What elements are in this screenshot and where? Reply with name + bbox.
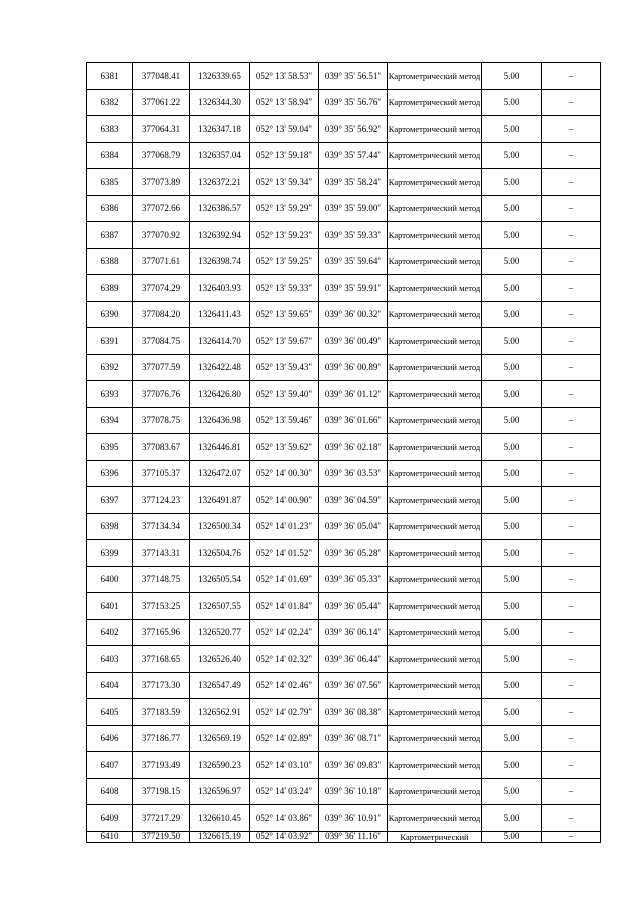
point-number-cell: 6388 [87,248,133,275]
point-number-cell: 6407 [87,752,133,779]
method-cell: Картометрический метод [388,513,482,540]
note-cell: – [542,672,601,699]
longitude-cell: 039° 36' 10.91" [319,805,388,832]
note-cell: – [542,646,601,673]
latitude-cell: 052° 13' 59.65" [250,301,319,328]
y-coordinate-cell: 1326526.40 [190,646,250,673]
table-row [87,540,601,567]
latitude-cell: 052° 13' 59.25" [250,248,319,275]
latitude-cell: 052° 14' 02.46" [250,672,319,699]
point-number-cell: 6397 [87,487,133,514]
precision-cell: 5.00 [482,619,542,646]
table-row [87,831,601,842]
precision-cell: 5.00 [482,699,542,726]
note-cell: – [542,593,601,620]
latitude-cell: 052° 14' 00.30" [250,460,319,487]
latitude-cell: 052° 13' 59.29" [250,195,319,222]
x-coordinate-cell: 377076.76 [133,381,190,408]
y-coordinate-cell: 1326505.54 [190,566,250,593]
table-row [87,142,601,169]
x-coordinate-cell: 377071.61 [133,248,190,275]
precision-cell: 5.00 [482,540,542,567]
x-coordinate-cell: 377073.89 [133,169,190,196]
note-cell: – [542,195,601,222]
y-coordinate-cell: 1326590.23 [190,752,250,779]
precision-cell: 5.00 [482,513,542,540]
y-coordinate-cell: 1326357.04 [190,142,250,169]
y-coordinate-cell: 1326347.18 [190,116,250,143]
method-cell: Картометрический метод [388,540,482,567]
x-coordinate-cell: 377061.22 [133,89,190,116]
note-cell: – [542,566,601,593]
longitude-cell: 039° 35' 56.76" [319,89,388,116]
longitude-cell: 039° 36' 00.49" [319,328,388,355]
table-row [87,169,601,196]
method-cell: Картометрический метод [388,566,482,593]
note-cell: – [542,328,601,355]
x-coordinate-cell: 377134.34 [133,513,190,540]
table-row [87,593,601,620]
x-coordinate-cell: 377105.37 [133,460,190,487]
point-number-cell: 6400 [87,566,133,593]
method-cell: Картометрический метод [388,222,482,249]
note-cell: – [542,248,601,275]
latitude-cell: 052° 14' 02.24" [250,619,319,646]
method-cell: Картометрический метод [388,619,482,646]
longitude-cell: 039° 36' 05.33" [319,566,388,593]
precision-cell: 5.00 [482,301,542,328]
note-cell: – [542,63,601,90]
x-coordinate-cell: 377070.92 [133,222,190,249]
point-number-cell: 6409 [87,805,133,832]
note-cell: – [542,778,601,805]
point-number-cell: 6384 [87,142,133,169]
latitude-cell: 052° 13' 58.53" [250,63,319,90]
longitude-cell: 039° 35' 59.64" [319,248,388,275]
precision-cell: 5.00 [482,487,542,514]
table-row [87,752,601,779]
y-coordinate-cell: 1326507.55 [190,593,250,620]
point-number-cell: 6401 [87,593,133,620]
point-number-cell: 6383 [87,116,133,143]
table-row [87,301,601,328]
y-coordinate-cell: 1326414.70 [190,328,250,355]
precision-cell: 5.00 [482,328,542,355]
point-number-cell: 6393 [87,381,133,408]
table-row [87,805,601,832]
longitude-cell: 039° 36' 01.66" [319,407,388,434]
method-cell: Картометрический метод [388,301,482,328]
note-cell: – [542,752,601,779]
table-row [87,725,601,752]
x-coordinate-cell: 377074.29 [133,275,190,302]
longitude-cell: 039° 36' 00.89" [319,354,388,381]
precision-cell: 5.00 [482,195,542,222]
longitude-cell: 039° 36' 02.18" [319,434,388,461]
point-number-cell: 6404 [87,672,133,699]
latitude-cell: 052° 14' 02.89" [250,725,319,752]
y-coordinate-cell: 1326386.57 [190,195,250,222]
latitude-cell: 052° 14' 03.92" [250,831,319,842]
latitude-cell: 052° 13' 59.33" [250,275,319,302]
precision-cell: 5.00 [482,805,542,832]
x-coordinate-cell: 377148.75 [133,566,190,593]
point-number-cell: 6390 [87,301,133,328]
table-row [87,195,601,222]
point-number-cell: 6396 [87,460,133,487]
precision-cell: 5.00 [482,248,542,275]
table-row [87,672,601,699]
y-coordinate-cell: 1326520.77 [190,619,250,646]
y-coordinate-cell: 1326436.98 [190,407,250,434]
method-cell: Картометрический метод [388,248,482,275]
x-coordinate-cell: 377048.41 [133,63,190,90]
point-number-cell: 6382 [87,89,133,116]
precision-cell: 5.00 [482,593,542,620]
method-cell: Картометрический метод [388,169,482,196]
method-cell: Картометрический метод [388,142,482,169]
longitude-cell: 039° 36' 05.44" [319,593,388,620]
note-cell: – [542,142,601,169]
y-coordinate-cell: 1326569.19 [190,725,250,752]
method-cell: Картометрический метод [388,460,482,487]
method-cell: Картометрический метод [388,275,482,302]
x-coordinate-cell: 377168.65 [133,646,190,673]
note-cell: – [542,434,601,461]
method-cell: Картометрический метод [388,63,482,90]
table-row [87,566,601,593]
table-row [87,275,601,302]
x-coordinate-cell: 377072.66 [133,195,190,222]
table-row [87,778,601,805]
x-coordinate-cell: 377143.31 [133,540,190,567]
precision-cell: 5.00 [482,407,542,434]
method-cell: Картометрический метод [388,699,482,726]
y-coordinate-cell: 1326446.81 [190,434,250,461]
y-coordinate-cell: 1326547.49 [190,672,250,699]
x-coordinate-cell: 377193.49 [133,752,190,779]
note-cell: – [542,169,601,196]
latitude-cell: 052° 14' 02.32" [250,646,319,673]
note-cell: – [542,619,601,646]
y-coordinate-cell: 1326344.30 [190,89,250,116]
y-coordinate-cell: 1326504.76 [190,540,250,567]
longitude-cell: 039° 36' 09.83" [319,752,388,779]
note-cell: – [542,222,601,249]
precision-cell: 5.00 [482,142,542,169]
y-coordinate-cell: 1326491.87 [190,487,250,514]
latitude-cell: 052° 13' 59.67" [250,328,319,355]
x-coordinate-cell: 377064.31 [133,116,190,143]
method-cell: Картометрический метод [388,752,482,779]
method-cell: Картометрический метод [388,328,482,355]
point-number-cell: 6408 [87,778,133,805]
point-number-cell: 6410 [87,831,133,842]
table-row [87,89,601,116]
precision-cell: 5.00 [482,672,542,699]
precision-cell: 5.00 [482,566,542,593]
point-number-cell: 6389 [87,275,133,302]
point-number-cell: 6398 [87,513,133,540]
method-cell: Картометрический метод [388,354,482,381]
table-row [87,513,601,540]
table-row [87,248,601,275]
longitude-cell: 039° 35' 59.33" [319,222,388,249]
method-cell: Картометрический метод [388,407,482,434]
y-coordinate-cell: 1326472.07 [190,460,250,487]
y-coordinate-cell: 1326392.94 [190,222,250,249]
precision-cell: 5.00 [482,354,542,381]
y-coordinate-cell: 1326615.19 [190,831,250,842]
note-cell: – [542,513,601,540]
longitude-cell: 039° 36' 08.38" [319,699,388,726]
note-cell: – [542,725,601,752]
note-cell: – [542,805,601,832]
x-coordinate-cell: 377083.67 [133,434,190,461]
y-coordinate-cell: 1326426.80 [190,381,250,408]
longitude-cell: 039° 36' 05.28" [319,540,388,567]
longitude-cell: 039° 35' 56.92" [319,116,388,143]
method-cell: Картометрический метод [388,434,482,461]
note-cell: – [542,540,601,567]
longitude-cell: 039° 36' 08.71" [319,725,388,752]
longitude-cell: 039° 35' 58.24" [319,169,388,196]
latitude-cell: 052° 14' 01.52" [250,540,319,567]
precision-cell: 5.00 [482,169,542,196]
point-number-cell: 6386 [87,195,133,222]
point-number-cell: 6402 [87,619,133,646]
precision-cell: 5.00 [482,646,542,673]
point-number-cell: 6405 [87,699,133,726]
latitude-cell: 052° 13' 59.43" [250,354,319,381]
note-cell: – [542,460,601,487]
longitude-cell: 039° 36' 05.04" [319,513,388,540]
latitude-cell: 052° 13' 59.62" [250,434,319,461]
longitude-cell: 039° 35' 57.44" [319,142,388,169]
longitude-cell: 039° 35' 59.00" [319,195,388,222]
longitude-cell: 039° 36' 07.56" [319,672,388,699]
precision-cell: 5.00 [482,752,542,779]
precision-cell: 5.00 [482,275,542,302]
table-row [87,116,601,143]
y-coordinate-cell: 1326422.48 [190,354,250,381]
method-cell: Картометрический метод [388,805,482,832]
x-coordinate-cell: 377124.23 [133,487,190,514]
point-number-cell: 6394 [87,407,133,434]
note-cell: – [542,487,601,514]
point-number-cell: 6403 [87,646,133,673]
y-coordinate-cell: 1326411.43 [190,301,250,328]
note-cell: – [542,89,601,116]
note-cell: – [542,354,601,381]
longitude-cell: 039° 36' 06.44" [319,646,388,673]
x-coordinate-cell: 377219.50 [133,831,190,842]
longitude-cell: 039° 35' 59.91" [319,275,388,302]
latitude-cell: 052° 14' 01.69" [250,566,319,593]
y-coordinate-cell: 1326610.45 [190,805,250,832]
latitude-cell: 052° 14' 02.79" [250,699,319,726]
x-coordinate-cell: 377068.79 [133,142,190,169]
latitude-cell: 052° 14' 03.24" [250,778,319,805]
longitude-cell: 039° 36' 04.59" [319,487,388,514]
x-coordinate-cell: 377165.96 [133,619,190,646]
coordinates-table-body [87,63,601,843]
longitude-cell: 039° 36' 10.18" [319,778,388,805]
table-row [87,487,601,514]
x-coordinate-cell: 377084.20 [133,301,190,328]
x-coordinate-cell: 377173.30 [133,672,190,699]
method-cell: Картометрический метод [388,593,482,620]
method-cell: Картометрический [388,831,482,842]
longitude-cell: 039° 35' 56.51" [319,63,388,90]
x-coordinate-cell: 377084.75 [133,328,190,355]
latitude-cell: 052° 14' 01.23" [250,513,319,540]
note-cell: – [542,831,601,842]
method-cell: Картометрический метод [388,116,482,143]
table-row [87,460,601,487]
point-number-cell: 6391 [87,328,133,355]
latitude-cell: 052° 13' 59.34" [250,169,319,196]
table-row [87,354,601,381]
table-row [87,646,601,673]
point-number-cell: 6392 [87,354,133,381]
x-coordinate-cell: 377153.25 [133,593,190,620]
table-row [87,381,601,408]
y-coordinate-cell: 1326562.91 [190,699,250,726]
precision-cell: 5.00 [482,89,542,116]
x-coordinate-cell: 377183.59 [133,699,190,726]
precision-cell: 5.00 [482,725,542,752]
x-coordinate-cell: 377186.77 [133,725,190,752]
method-cell: Картометрический метод [388,778,482,805]
x-coordinate-cell: 377078.75 [133,407,190,434]
table-row [87,328,601,355]
table-row [87,407,601,434]
precision-cell: 5.00 [482,381,542,408]
latitude-cell: 052° 13' 59.04" [250,116,319,143]
point-number-cell: 6406 [87,725,133,752]
precision-cell: 5.00 [482,222,542,249]
note-cell: – [542,407,601,434]
latitude-cell: 052° 13' 58.94" [250,89,319,116]
latitude-cell: 052° 14' 03.86" [250,805,319,832]
latitude-cell: 052° 14' 03.10" [250,752,319,779]
x-coordinate-cell: 377217.29 [133,805,190,832]
x-coordinate-cell: 377077.59 [133,354,190,381]
latitude-cell: 052° 13' 59.23" [250,222,319,249]
latitude-cell: 052° 14' 00.90" [250,487,319,514]
table-row [87,619,601,646]
latitude-cell: 052° 14' 01.84" [250,593,319,620]
precision-cell: 5.00 [482,63,542,90]
point-number-cell: 6395 [87,434,133,461]
longitude-cell: 039° 36' 11.16" [319,831,388,842]
precision-cell: 5.00 [482,434,542,461]
method-cell: Картометрический метод [388,195,482,222]
point-number-cell: 6399 [87,540,133,567]
method-cell: Картометрический метод [388,646,482,673]
point-number-cell: 6381 [87,63,133,90]
longitude-cell: 039° 36' 00.32" [319,301,388,328]
x-coordinate-cell: 377198.15 [133,778,190,805]
note-cell: – [542,699,601,726]
method-cell: Картометрический метод [388,487,482,514]
table-row [87,222,601,249]
latitude-cell: 052° 13' 59.40" [250,381,319,408]
precision-cell: 5.00 [482,831,542,842]
method-cell: Картометрический метод [388,725,482,752]
table-row [87,63,601,90]
y-coordinate-cell: 1326398.74 [190,248,250,275]
precision-cell: 5.00 [482,460,542,487]
point-number-cell: 6387 [87,222,133,249]
y-coordinate-cell: 1326339.65 [190,63,250,90]
note-cell: – [542,301,601,328]
precision-cell: 5.00 [482,778,542,805]
method-cell: Картометрический метод [388,672,482,699]
y-coordinate-cell: 1326596.97 [190,778,250,805]
precision-cell: 5.00 [482,116,542,143]
latitude-cell: 052° 13' 59.18" [250,142,319,169]
method-cell: Картометрический метод [388,381,482,408]
note-cell: – [542,275,601,302]
table-row [87,699,601,726]
longitude-cell: 039° 36' 06.14" [319,619,388,646]
longitude-cell: 039° 36' 03.53" [319,460,388,487]
latitude-cell: 052° 13' 59.46" [250,407,319,434]
y-coordinate-cell: 1326372.21 [190,169,250,196]
y-coordinate-cell: 1326403.93 [190,275,250,302]
longitude-cell: 039° 36' 01.12" [319,381,388,408]
point-number-cell: 6385 [87,169,133,196]
y-coordinate-cell: 1326500.34 [190,513,250,540]
note-cell: – [542,381,601,408]
method-cell: Картометрический метод [388,89,482,116]
table-row [87,434,601,461]
note-cell: – [542,116,601,143]
coordinates-table [86,62,601,843]
